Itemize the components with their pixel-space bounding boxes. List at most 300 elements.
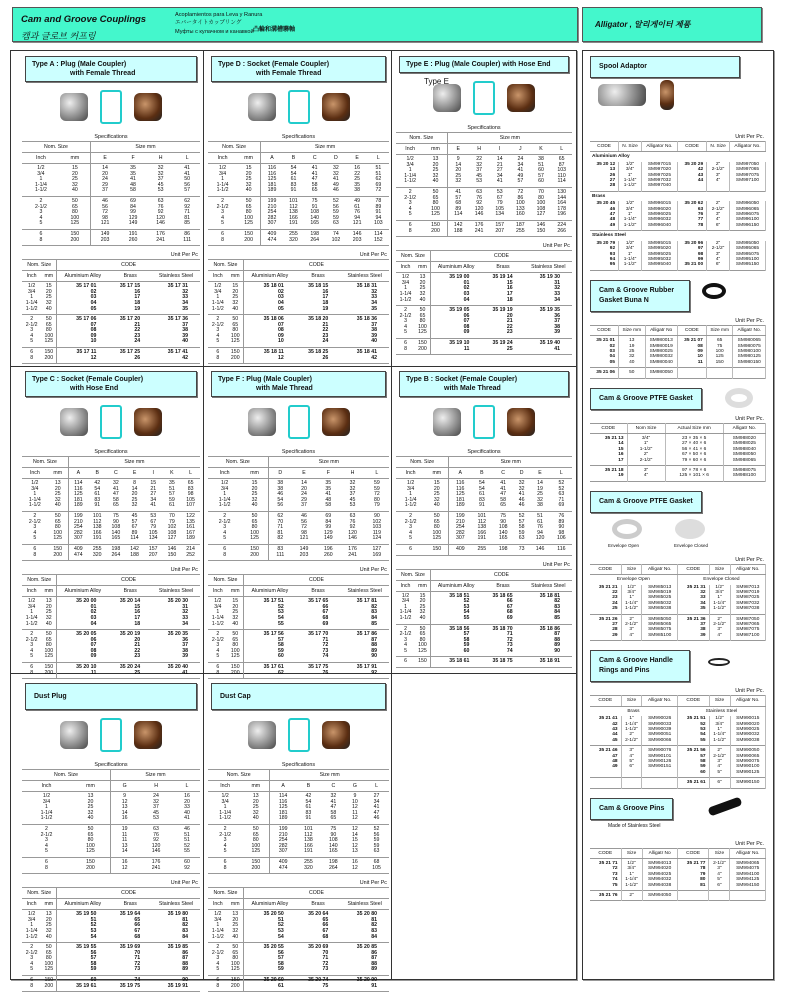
spec-cell: 35 [130,165,136,171]
code-cell: 2-1/2 [399,312,412,319]
code-cell: 200 [228,984,244,992]
spec-cell: 116 [557,545,566,552]
code-cell: 3 [404,318,407,325]
spec-cell: 34 [373,798,380,805]
code-column-header: Inch [22,586,41,597]
column-header: N. Size [707,142,730,152]
spec-cell: 191 [92,535,102,542]
spec-cell: 65 [558,156,565,162]
code-cell: 56 [90,949,97,956]
spec-row [22,238,200,246]
code-cell: 66 [506,598,513,605]
code-cell: 35 19 24 [492,340,513,347]
dimension-header: E [90,153,119,164]
code-cell: 35 19 00 [449,274,470,281]
spec-cell: 254 [74,524,83,531]
code-cell: 6 [404,658,407,665]
spec-cell: 146 [352,230,362,237]
code-cell: 35 18 36 [356,316,377,323]
spec-cell: 125 [71,849,111,857]
code-cell: 57 [463,631,470,638]
product-photo [134,721,162,749]
code-header: CODE [243,260,389,271]
code-cell: 12 [90,354,97,361]
spec-cell: 110 [557,172,566,179]
code-cell: 35 20 85 [356,944,377,951]
table-row [590,883,766,891]
code-row [22,671,200,679]
code-cell: 35 19 69 [119,944,141,951]
spec-cell: 4 [221,214,224,221]
spec-cell: 32 [242,811,270,817]
table-cell: SM997020 [641,167,677,172]
spec-cell: 85 [184,220,191,227]
spec-cell: 307 [278,848,288,855]
code-cell: 11 [90,669,97,676]
table-cell: SM994032 [642,877,677,882]
dimension-header: C [304,153,325,164]
code-cell: 19 [134,305,141,312]
spec-cell: 71 [184,209,191,216]
code-row [22,984,200,992]
table-cell: 4" [621,754,642,759]
table-cell: 39 [677,633,709,641]
code-cell: 55 [463,614,470,621]
code-column-header: Inch [22,271,41,282]
code-cell: 1/2 [401,274,410,281]
code-cell: 50 [228,943,244,951]
spec-row [208,503,389,511]
table-cell: 1-1/2" [621,883,642,891]
table-cell: 1" [619,212,642,217]
mm-header: mm [237,153,261,164]
spec-cell: 63 [476,188,482,195]
spec-cell: 3/4 [406,161,414,168]
spec-cell: 83 [305,809,312,816]
product-photo [134,93,162,121]
code-cell: 74 [322,653,329,660]
code-cell: 13 [41,910,57,918]
spec-cell: 63 [373,848,380,855]
table-cell: SM987025 [730,595,765,600]
spec-cell: 101 [304,825,313,832]
code-cell: 3/4 [401,279,410,286]
spec-cell: 2 [33,512,37,519]
spec-cell: 3 [223,524,227,531]
spec-cell: 58 [518,524,525,531]
code-cell: 24 [134,338,141,345]
spec-cell: 210 [455,518,465,525]
column-header: Nom Size [627,423,665,433]
table-cell: 3/4" [619,167,642,172]
code-cell: 16 [134,609,141,616]
table-cell: 1-1/4" [709,732,730,737]
spec-cell: 80 [241,525,268,531]
code-cell: 35 17 70 [308,631,329,638]
code-cell: 1 [216,922,220,929]
column-header: Size [621,696,642,706]
spec-cell: 8 [223,864,227,871]
spec-cell: 65 [48,520,69,526]
spec-cell: 176 [151,858,161,865]
code-cell: 80 [228,956,244,962]
column-header: Alligatr No [645,325,677,335]
table-cell: SM996032 [641,217,677,222]
spec-cell: 52 [558,485,565,492]
code-cell: 88 [371,960,377,967]
spec-cell: 41 [455,188,462,195]
spec-cell: 198 [498,545,508,552]
product-images [396,73,572,123]
code-cell: 76 [322,669,329,676]
spec-cell: 40 [184,809,190,816]
table-cell: 97 [677,246,706,251]
spec-cell: 150 [536,227,546,234]
code-cell: 23 [134,653,141,660]
spec-cell: 14 [496,156,503,162]
dimension-header: K [531,144,552,155]
spec-row [396,229,572,237]
table-cell: 2-1/2" [707,167,730,172]
code-cell: 40 [41,307,57,315]
column-header: CODE [677,696,709,706]
code-cell: 26 [322,354,329,361]
table-cell: SM980150 [733,360,766,368]
spec-cell: 2 [221,197,224,204]
spec-cell: 65 [425,520,449,526]
table-cell: 2" [707,162,730,167]
table-cell: 35 [677,606,709,614]
table-cell: 1/2" [621,858,642,866]
spec-cell: 27 [373,793,380,799]
table-cell: 3/4" [621,866,642,871]
product-photo [433,408,461,436]
spec-cell: 14 [455,161,462,168]
product-panel [396,371,572,668]
code-cell: 35 18 51 [449,592,470,599]
spec-cell: 149 [128,220,138,227]
spec-cell: 53 [476,178,482,185]
code-cell: 65 [134,916,141,923]
spec-cell: 50 [424,187,447,195]
spec-cell: 14 [121,809,128,816]
spec-row [22,503,200,511]
code-cell: 35 19 10 [449,340,470,347]
code-cell: 3 [404,636,407,643]
spec-cell: 20 [424,163,447,169]
table-cell: 80 [677,877,709,882]
table-cell: 35 21 51 [677,716,709,721]
code-row [396,298,572,306]
spec-cell: 2 [223,512,227,519]
code-cell: 6 [30,349,34,356]
code-cell: 35 20 00 [76,598,97,605]
nom-size-header: Nom. Size [396,569,430,580]
code-cell: 32 [228,301,244,307]
spec-cell: 20 [102,170,108,177]
spec-cell: 59 [373,837,380,844]
code-cell: 2 [216,316,220,323]
table-cell [729,183,765,191]
spec-cell: 119 [372,529,381,536]
spec-cell: 20 [301,485,307,492]
size-mm-header: Size mm [90,142,200,153]
table-cell: 100 [706,349,733,354]
code-cell: 39 [371,332,377,339]
code-row [22,339,200,347]
spec-cell: 25 [537,491,543,498]
table-cell: SM996025 [641,212,677,217]
code-cell: 1-1/4 [211,927,224,934]
table-cell: 44 [590,732,621,737]
code-cell: 84 [554,609,560,616]
accessory-table [590,848,766,902]
code-cell: 05 [90,305,97,312]
spec-cell: 16 [352,858,358,865]
code-cell: 82 [182,922,188,929]
spec-cell: 3/4 [42,798,51,805]
spec-cell: 13 [242,792,270,800]
spec-cell: 1 [33,491,37,498]
spec-row [22,221,200,229]
code-column-header: Inch [22,899,41,910]
code-cell: 25 [506,345,513,352]
spec-cell: 260 [323,551,333,558]
spec-cell: 3/4 [221,485,229,492]
table-cell: SM994025 [642,872,677,877]
table-cell: 23 × 35 × 5 [665,433,723,441]
table-cell: 54 [677,732,709,737]
code-cell: 35 20 80 [356,911,377,918]
code-column-header: Aluminium Alloy [243,271,295,282]
product-images [22,710,200,760]
spec-cell: 100 [424,207,447,213]
spec-cell: 41 [184,815,190,822]
spec-cell: 105 [186,496,195,503]
spec-cell: 165 [329,848,338,855]
inch-header: Inch [22,153,60,164]
table-cell: 1" [619,173,642,178]
spec-cell: 1-1/4 [218,496,231,503]
spec-cell: 114 [74,480,83,486]
table-row [590,778,766,788]
unit-note: Unit Per Pc [359,880,387,887]
table-cell: SM988100 [723,473,765,481]
table-cell: 1" [709,595,730,600]
table-cell: 50 [618,368,645,378]
table-row [590,262,766,270]
table-cell: SM997032 [641,178,677,183]
code-cell: 35 19 35 [539,307,560,314]
spec-cell: 94 [375,214,382,221]
dimension-header: H [469,144,490,155]
table-cell: 74 [590,877,621,882]
dimension-diagram [100,90,122,124]
table-cell: SM997015 [641,162,677,167]
spec-cell: 41 [518,491,525,498]
table-cell: 35 21 00 [677,262,706,270]
code-cell: 34 [182,620,188,627]
spec-cell: 50 [237,196,261,204]
table-cell: 1-1/2" [619,262,642,270]
spec-cell: 32 [71,811,111,817]
table-cell: SM994050 [642,891,677,901]
code-cell: 25 [415,286,430,292]
code-cell: 87 [182,955,188,962]
dimension-header: A [68,468,88,479]
code-cell: 09 [278,332,284,339]
table-cell: SM980100 [733,349,766,354]
spec-cell: 149 [323,535,333,542]
code-cell: 35 17 31 [167,283,188,290]
code-cell: 125 [228,967,244,975]
spec-row [208,536,389,544]
code-cell: 6 [404,340,407,347]
spec-cell: 54 [94,485,101,492]
spec-row [22,164,200,172]
code-cell: 06 [90,636,97,643]
code-cell: 38 [371,327,377,334]
spec-cell: 125 [237,221,261,229]
spec-cell: 1/2 [221,793,229,799]
table-cell: 2" [627,452,665,457]
code-cell: 200 [41,984,57,992]
spec-cell: 2-1/2 [404,194,417,201]
code-cell: 35 20 55 [263,944,284,951]
code-cell: 35 18 31 [356,283,377,290]
table-cell: 3" [709,627,730,632]
spec-cell: 1/2 [42,793,51,799]
spec-cell: 112 [93,518,102,525]
code-cell: 150 [41,348,57,356]
dimension-diagram [288,405,310,439]
spec-cell: 33 [184,804,190,811]
code-column-header: Brass [108,899,152,910]
code-cell: 1-1/2 [211,305,224,312]
spec-cell: 2 [223,825,227,832]
spec-cell: 102 [331,236,341,243]
spec-cell: 80 [373,496,380,503]
spec-cell: 45 [349,496,356,503]
code-cell: 52 [90,922,97,929]
spec-cell: 138 [289,209,298,216]
code-cell: 20 [134,636,141,643]
table-cell: 1/2" [709,585,730,590]
spec-cell: 35 [325,480,332,486]
spec-cell: 100 [516,200,525,207]
spec-cell: 92 [184,203,191,210]
dimension-header: J [510,144,531,155]
product-photo [134,408,162,436]
nom-size-header: Nom. Size [208,260,243,271]
spec-cell: 27 [150,491,157,498]
code-cell: 32 [228,929,244,935]
code-cell: 32 [182,609,188,616]
table-cell: 14 [590,441,627,446]
spec-cell: 41 [184,170,191,177]
spec-cell: 138 [477,524,487,531]
size-mm-header: Size mm [268,457,389,468]
table-cell: 5" [621,759,642,764]
code-cell: 40 [228,935,244,943]
spec-cell: 320 [289,236,298,243]
spec-cell: 107 [186,502,195,509]
spec-cell: 57 [184,187,191,194]
code-cell: 4 [30,332,34,339]
spec-cell: 94 [537,529,543,536]
spec-cell: 1/2 [37,165,45,171]
code-cell: 1 [216,294,220,301]
spec-cell: 38 [537,502,543,509]
spec-cell: 5 [221,220,224,227]
column-header: Alligatr No. [723,423,765,433]
code-cell: 17 [322,294,329,301]
code-cell: 17 [506,290,513,297]
code-cell: 39 [182,653,188,660]
code-column-header: Stainless Steel [340,586,389,597]
code-column-header: Aluminium Alloy [57,586,109,597]
section-label-row [590,152,766,162]
code-column-header: Inch [396,580,415,591]
column-header: CODE [590,423,627,433]
code-table [208,574,389,679]
spec-cell: 13 [48,479,69,487]
code-cell: 65 [228,323,244,329]
spec-cell: 210 [278,831,288,838]
dimension-diagram [100,405,122,439]
spec-cell: 307 [267,220,277,227]
code-cell: 35 20 10 [76,664,97,671]
spec-cell: 1-1/2 [218,502,231,509]
code-cell: 1/2 [401,592,410,599]
spec-cell: 120 [156,214,165,221]
code-cell: 04 [90,299,97,306]
table-cell: SM980025 [645,349,677,354]
code-column-header: Stainless Steel [152,899,200,910]
code-cell: 40 [41,935,57,943]
table-cell: SM990038 [730,738,765,746]
spec-cell: 207 [148,551,158,558]
code-cell: 35 17 01 [76,283,97,290]
table-cell: SM985050 [642,614,677,622]
unit-note: Unit Per Pc [170,252,198,259]
spec-cell: 25 [242,805,270,811]
code-cell: 3 [30,642,34,649]
specifications-caption: Specifications [281,449,316,455]
code-cell: 52 [278,922,284,929]
spec-cell: 58 [112,496,119,503]
table-cell: 05 [590,360,618,368]
code-cell: 20 [41,918,57,924]
table-cell: SM990065 [730,754,765,759]
spec-row [208,479,389,487]
spec-cell: 67 [150,518,157,525]
code-cell: 82 [554,598,560,605]
code-cell: 50 [415,306,430,314]
table-cell: 35 21 46 [590,746,621,754]
spec-cell: 320 [92,551,102,558]
table-cell: 35 21 77 [677,858,709,866]
table-cell [730,891,766,901]
table-cell: 3" [709,866,730,871]
table-cell: 150 [706,360,733,368]
spec-cell: 76 [558,512,565,519]
code-cell: 25 [415,605,430,611]
code-cell: 6 [216,349,220,356]
spec-cell: 176 [348,545,357,552]
code-cell: 83 [182,927,188,934]
table-cell: 35 20 29 [677,162,706,167]
